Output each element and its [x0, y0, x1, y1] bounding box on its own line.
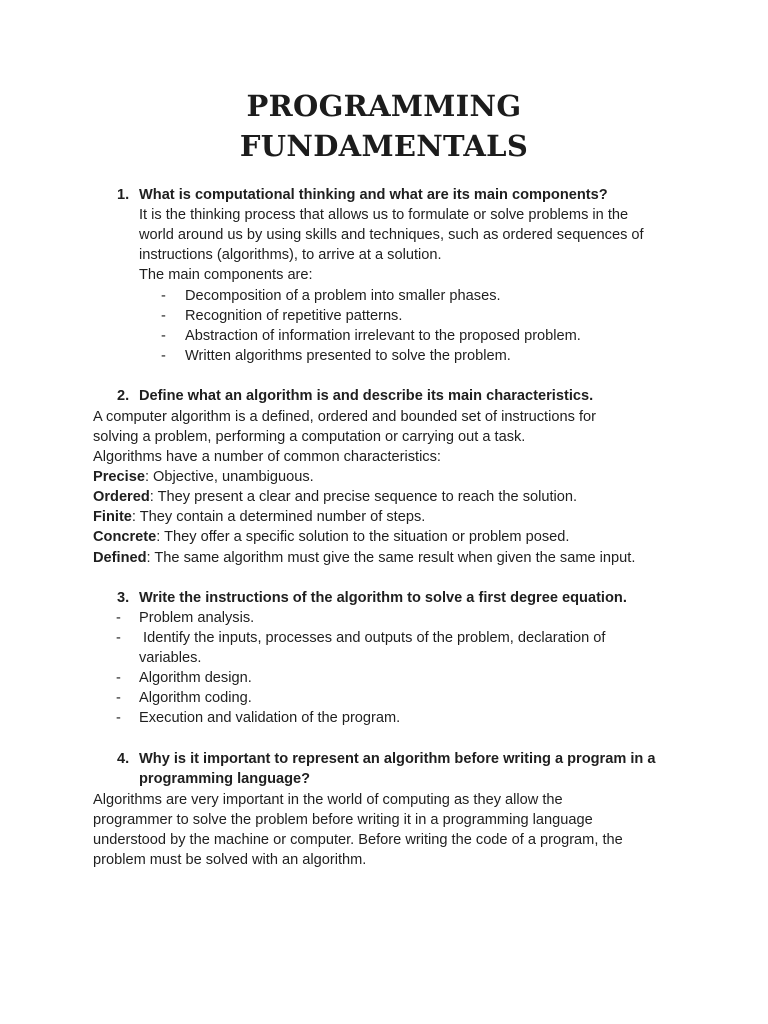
- q2-text-line: solving a problem, performing a computation or carrying out a task.: [93, 429, 526, 445]
- title-line-1: PROGRAMMING: [246, 89, 522, 123]
- characteristic-row: [93, 467, 314, 487]
- characteristic-desc: : The same algorithm must give the same result when given the same input.: [146, 550, 636, 566]
- bullet-dash: -: [116, 610, 121, 626]
- characteristic-desc: : They present a clear and precise sequence to reach the solution.: [149, 489, 578, 505]
- q3-step: Algorithm design.: [139, 670, 252, 686]
- q1-text-line: It is the thinking process that allows us to formulate or solve problems in the: [139, 207, 629, 223]
- q1-text-line: world around us by using skills and techniques, such as ordered sequences of: [139, 227, 644, 243]
- q4-text-line: Algorithms are very important in the world of computing as they allow the: [93, 792, 563, 808]
- q3-number: 3.: [117, 590, 130, 606]
- bullet-dash: -: [161, 348, 166, 364]
- q4-question-line: programming language?: [139, 771, 311, 787]
- characteristic-row: [93, 548, 635, 568]
- characteristic-term: Defined: [93, 550, 147, 566]
- q3-step: Problem analysis.: [139, 610, 255, 626]
- q3-step: Identify the inputs, processes and outputs of the problem, declaration of: [139, 630, 606, 646]
- characteristic-row: [93, 507, 425, 527]
- page-title: [0, 86, 768, 166]
- characteristic-row: [93, 487, 577, 507]
- q3-step: Execution and validation of the program.: [139, 710, 401, 726]
- q4-question-line: Why is it important to represent an algorithm before writing a program in a: [139, 751, 656, 767]
- bullet-dash: -: [116, 630, 121, 646]
- title-line-2: FUNDAMENTALS: [239, 129, 529, 163]
- bullet-dash: -: [116, 670, 121, 686]
- q4-text-line: programmer to solve the problem before writing it in a programming language: [93, 812, 593, 828]
- characteristic-term: Concrete: [93, 529, 157, 545]
- bullet-dash: -: [161, 328, 166, 344]
- q2-text-line: Algorithms have a number of common characteristics:: [93, 449, 441, 465]
- q1-bullet: Written algorithms presented to solve the problem.: [185, 348, 511, 364]
- q1-text-line: instructions (algorithms), to arrive at a solution.: [139, 247, 442, 263]
- characteristic-row: [93, 527, 569, 547]
- q2-question: Define what an algorithm is and describe its main characteristics.: [139, 388, 594, 404]
- q1-question: What is computational thinking and what are its main components?: [139, 187, 608, 203]
- q1-bullet: Recognition of repetitive patterns.: [185, 308, 403, 324]
- q2-number: 2.: [117, 388, 130, 404]
- q3-step-continued: variables.: [139, 650, 202, 666]
- bullet-dash: -: [161, 288, 166, 304]
- q3-question: Write the instructions of the algorithm to solve a first degree equation.: [139, 590, 627, 606]
- bullet-dash: -: [161, 308, 166, 324]
- q1-bullet: Decomposition of a problem into smaller phases.: [185, 288, 501, 304]
- q4-text-line: problem must be solved with an algorithm.: [93, 852, 367, 868]
- q4-number: 4.: [117, 751, 130, 767]
- q3-step: Algorithm coding.: [139, 690, 252, 706]
- bullet-dash: -: [116, 690, 121, 706]
- characteristic-term: Ordered: [93, 489, 150, 505]
- characteristic-desc: : They offer a specific solution to the situation or problem posed.: [156, 529, 570, 545]
- characteristic-term: Precise: [93, 469, 145, 485]
- q4-text-line: understood by the machine or computer. Before writing the code of a program, the: [93, 832, 623, 848]
- characteristic-term: Finite: [93, 509, 132, 525]
- q2-text-line: A computer algorithm is a defined, ordered and bounded set of instructions for: [93, 409, 596, 425]
- q1-text-line: The main components are:: [139, 267, 313, 283]
- characteristic-desc: : They contain a determined number of steps.: [131, 509, 426, 525]
- q1-bullet: Abstraction of information irrelevant to the proposed problem.: [185, 328, 581, 344]
- q1-number: 1.: [117, 187, 130, 203]
- bullet-dash: -: [116, 710, 121, 726]
- characteristic-desc: : Objective, unambiguous.: [144, 469, 314, 485]
